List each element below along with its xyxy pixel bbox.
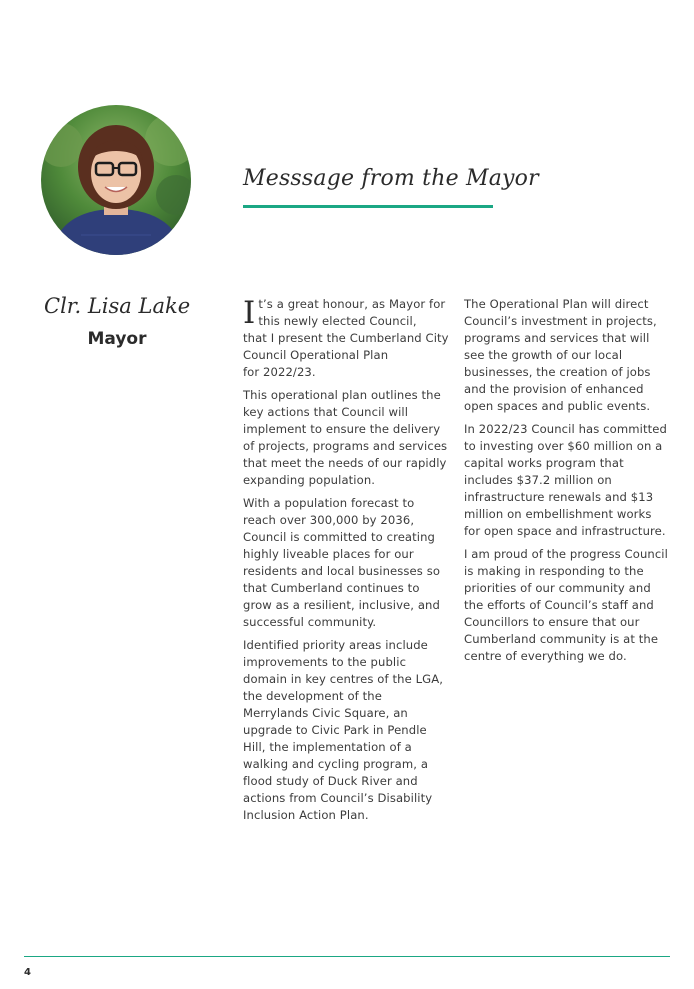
body-paragraph: This operational plan outlines the key actions that Council will implement to ensure the delivery of projects, programs and services that meet the needs of our rapidly expanding population. [243,388,448,487]
portrait-photo [41,105,191,255]
intro-line: that I present the Cumberland City [243,331,449,345]
drop-cap: I [243,295,256,331]
page-heading: Messsage from the Mayor [243,166,539,191]
body-paragraph: With a population forecast to reach over 300,000 by 2036, Council is committed to creating highly liveable places for our residents and local businesses so that Cumberland continues to grow as a resilient, inclusive, and successful community. [243,496,441,629]
heading-underline [243,205,493,208]
footer-divider [24,956,670,957]
body-paragraph: Identified priority areas include improvements to the public domain in key centres of the LGA, the development of the Merrylands Civic Square, an upgrade to Civic Park in Pendle Hill, the implementation of a walking and cycling program, a flood study of Duck River and actions from Council’s Disability Inclusion Action Plan. [243,638,444,822]
body-paragraph: The Operational Plan will direct Council’s investment in projects, programs and services that will see the growth of our local businesses, the creation of jobs and the provision of enhanced open spaces and public events. [464,297,657,413]
mayor-name: Clr. Lisa Lake [44,294,191,318]
mayor-portrait [41,105,191,255]
body-column-2 [464,296,670,671]
intro-line: Council Operational Plan [243,348,389,362]
body-column-1 [243,296,450,830]
body-paragraph: In 2022/23 Council has committed to investing over $60 million on a capital works program that includes $37.2 million on infrastructure renewals and $13 million on embellishment works for open space and infrastructure. [464,422,667,538]
page-number: 4 [24,967,31,978]
intro-line: for 2022/23. [243,365,316,379]
intro-line: this newly elected Council, [258,314,417,328]
intro-paragraph [243,296,450,381]
body-paragraph: I am proud of the progress Council is making in responding to the priorities of our community and the efforts of Council’s staff and Councillors to ensure that our Cumberland community is at the centre of everything we do. [464,547,668,663]
intro-line: t’s a great honour, as Mayor for [258,297,446,311]
mayor-title: Mayor [87,329,147,349]
